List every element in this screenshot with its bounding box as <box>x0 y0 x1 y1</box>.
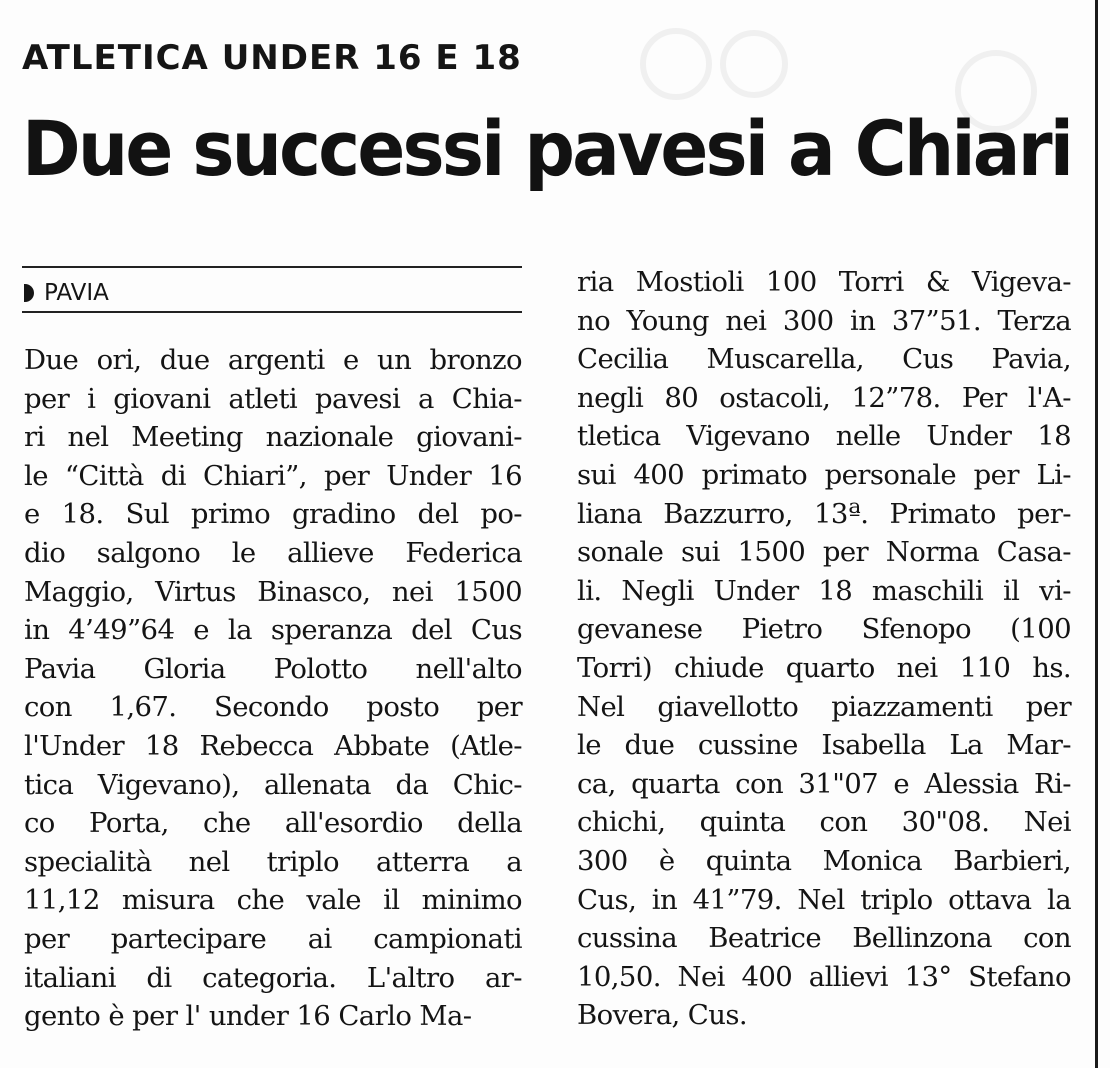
article-text-line: ria Mostioli 100 Torri & Vigeva- <box>577 266 1071 298</box>
article-text-line: negli 80 ostacoli, 12”78. Per l'A- <box>577 381 1071 414</box>
article-text-line: Maggio, Virtus Binasco, nei 1500 <box>24 575 522 608</box>
body-column-right <box>577 263 1071 1035</box>
article-text-line: li. Negli Under 18 maschili il vi- <box>577 574 1071 607</box>
article-text-line: ri nel Meeting nazionale giovani- <box>24 421 522 454</box>
article-text-line: ca, quarta con 31"07 e Alessia Ri- <box>577 767 1071 800</box>
article-text-line: Cus, in 41”79. Nel triplo ottava la <box>577 883 1071 916</box>
article-text-line: con 1,67. Secondo posto per <box>24 691 522 724</box>
article-text-line: sonale sui 1500 per Norma Casa- <box>577 536 1071 569</box>
article-text-line: in 4’49”64 e la speranza del Cus <box>24 614 522 647</box>
article-text-line: co Porta, che all'esordio della <box>24 807 522 840</box>
article-kicker: ATLETICA UNDER 16 E 18 <box>22 38 522 78</box>
body-column-left <box>24 341 522 1036</box>
article-text-line: per partecipare ai campionati <box>24 922 522 955</box>
article-headline: Due successi pavesi a Chiari <box>22 104 1072 193</box>
article-text-line: 300 è quinta Monica Barbieri, <box>577 844 1071 877</box>
article-text-line: tletica Vigevano nelle Under 18 <box>577 420 1071 453</box>
article-text-line: per i giovani atleti pavesi a Chia- <box>24 382 522 415</box>
article-text-line: gevanese Pietro Sfenopo (100 <box>577 613 1071 646</box>
article-text-line: specialità nel triplo atterra a <box>24 845 522 878</box>
article-text-line: l'Under 18 Rebecca Abbate (Atle- <box>24 729 522 762</box>
article-text-line: Pavia Gloria Polotto nell'alto <box>24 652 522 685</box>
article-text-line: Nel giavellotto piazzamenti per <box>577 690 1071 723</box>
article-text-line: le due cussine Isabella La Mar- <box>577 729 1071 762</box>
article-text-line: sui 400 primato personale per Li- <box>577 458 1071 491</box>
article-text-line: chichi, quinta con 30"08. Nei <box>577 806 1071 839</box>
dateline-rule-top <box>22 266 522 268</box>
dateline <box>24 280 109 306</box>
bleed-through-mark <box>720 30 788 98</box>
article-text-line: 11,12 misura che vale il minimo <box>24 884 522 917</box>
article-text-line: le “Città di Chiari”, per Under 16 <box>24 459 522 492</box>
article-text-line: 10,50. Nei 400 allievi 13° Stefano <box>577 960 1071 993</box>
article-text-line: gento è per l' under 16 Carlo Ma- <box>24 1000 472 1033</box>
article-text-line: cussina Beatrice Bellinzona con <box>577 922 1071 955</box>
article-text-line: Due ori, due argenti e un bronzo <box>24 344 522 376</box>
page-edge-border <box>1095 0 1098 1068</box>
dateline-location: PAVIA <box>44 280 109 306</box>
article-text-line: Bovera, Cus. <box>577 999 748 1032</box>
article-text-line: no Young nei 300 in 37”51. Terza <box>577 304 1071 337</box>
article-text-line: Cecilia Muscarella, Cus Pavia, <box>577 343 1071 376</box>
bleed-through-mark <box>640 28 712 100</box>
dateline-marker-icon <box>24 284 34 302</box>
article-text-line: liana Bazzurro, 13ª. Primato per- <box>577 497 1071 530</box>
article-text-line: tica Vigevano), allenata da Chic- <box>24 768 522 801</box>
article-text-line: dio salgono le allieve Federica <box>24 536 522 569</box>
dateline-rule-bottom <box>22 311 522 313</box>
article-text-line: Torri) chiude quarto nei 110 hs. <box>577 651 1071 684</box>
article-text-line: e 18. Sul primo gradino del po- <box>24 498 522 531</box>
article-text-line: italiani di categoria. L'altro ar- <box>24 961 522 994</box>
